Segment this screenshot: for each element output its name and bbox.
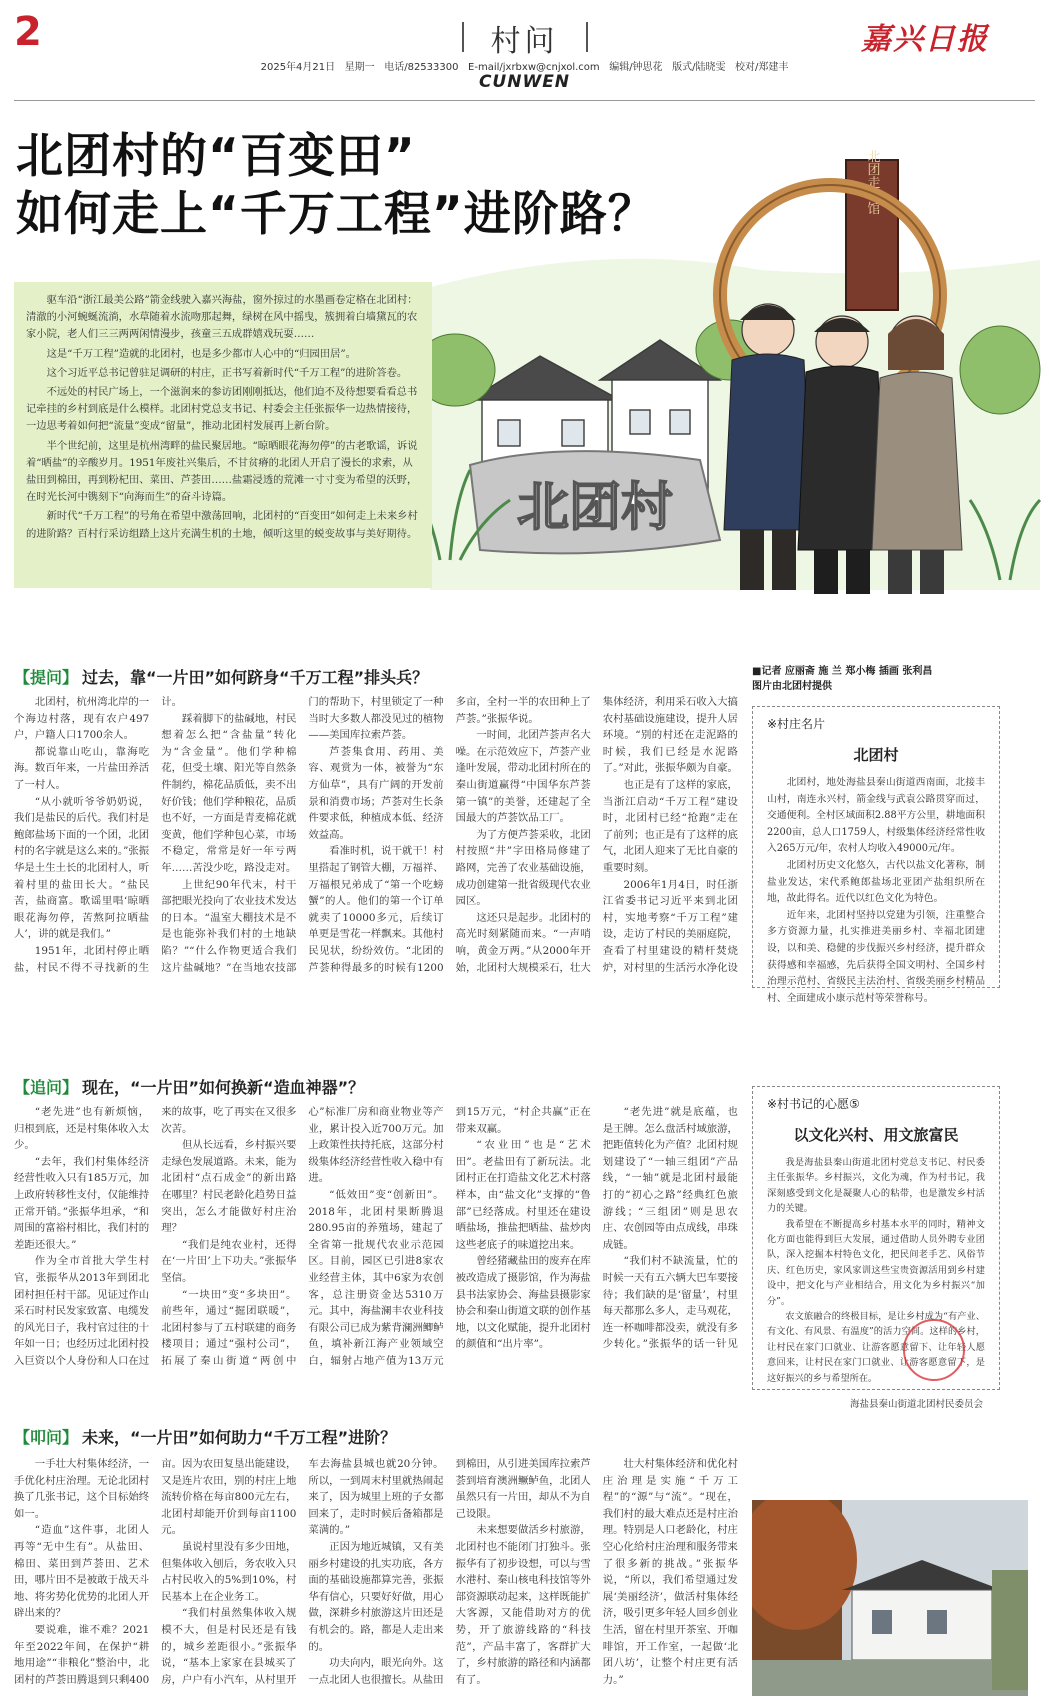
body-paragraph: “造血”这件事，北团人再等“无中生有”。从盐田、棉田、菜田到芦荟田、艺术田，哪片田不是被敢于战天斗地、将劣势化优势的北团人开辟出来的？	[14, 1524, 150, 1620]
body-paragraph: 作为全市首批大学生村官，张振华从2013年到团北团村担任村干部。见证过作山采石时村民发家致富、电缆发的风光日子，我村官过往的十年如一日；也经历过北团村投入巨资以个人身份和人口在过来的故事，吃了再实在又很多次苦。	[14, 1106, 297, 1367]
body-paragraph: 功夫向内，眼光向外。这一点北团人也很擅长。从盐田到棉田，从引进美国库拉索芦荟到培育澳洲鳜鲈鱼，北团人虽然只有一片田，却从不为自己设限。	[308, 1458, 591, 1686]
body-paragraph: 壮大村集体经济和优化村庄治理是实施“千万工程”的“源”与“流”。“现在，我们村的最大难点还是村庄治理。特别是人口老龄化，村庄空心化给村庄治理和服务带来了很多新的挑战。”张振华说，“所以，我们希望通过发展‘美丽经济’，做活村集体经济，吸引更多年轻人回乡创业生活，留在村里开茶室、开咖啡馆，开工作室，一起做‘北团八坊’，让整个村庄更有活力。”	[602, 1458, 738, 1686]
secretary-wish-title: 以文化兴村、用文旅富民	[793, 1126, 959, 1144]
section-1-title: 过去，靠“一片田”如何跻身“千万工程”排头兵？	[82, 667, 429, 687]
village-photo	[752, 1500, 1028, 1696]
body-paragraph: 北团村，杭州湾北岸的一个海边村落，现有农户497户，户籍人口1700余人。	[14, 696, 150, 742]
body-paragraph: 一手壮大村集体经济，一手优化村庄治理。无论北团村换了几张书记，这个目标始终如一。	[14, 1458, 150, 1520]
intro-paragraph: 新时代“千万工程”的号角在希望中激荡回响，北团村的“百变田”如何走上未来乡村的进阶路？百村行采访组踏上这片充满生机的土地，倾听这里的蜕变故事与美好期待。	[26, 510, 418, 540]
secretary-wish-box	[752, 1086, 1000, 1411]
body-paragraph: “一块田”变“多块田”。前些年，通过“掘团联暖”，北团村参与了五村联建的商务楼项目；通过“强村公司”，拓展了秦山街道“两创中心”标准厂房和商业物业等产业，累计投入近700万元。加上政策性扶持托底，这部分村级集体经济经营性收入稳中有进。	[161, 1106, 444, 1367]
wish-paragraph: 农文旅融合的终极目标，是让乡村成为“有产业、有文化、有风景、有温度”的活力空间。这样的乡村，让村民在家门口就业、让游客愿意留下、让年轻人愿意回来，让村民在家门口就业、让游客愿意留下，是这好振兴的乡与希望所在。	[767, 1311, 985, 1384]
section-3-tag: 【叩问】	[14, 1427, 79, 1447]
headline-line-1: 北团村的“百变田”	[16, 129, 416, 184]
intro-paragraph: 半个世纪前，这里是杭州湾畔的盐民聚居地。“晾晒眼花海勿停”的古老歌谣，诉说着“晒盐”的辛酸岁月。1951年废社兴集后，不甘贫瘠的北团人开启了漫长的求索，从盐田到棉田，再到粉杞田、菜田、芦荟田……盐霜浸透的荒滩一寸寸变为希望的沃野，在时光长河中镌刻下“向海而生”的奋斗诗篇。	[26, 439, 418, 504]
intro-paragraph: 不远处的村民广场上，一个滋润来的参访团刚刚抵达，他们迫不及待想要看看总书记牵挂的乡村到底是什么模样。北团村党总支书记、村委会主任张振华一边热情接待，一边思考着如何把“流量”变成“留量”，推动北团村发展再上新台阶。	[26, 386, 418, 433]
section-1-body	[14, 694, 738, 980]
byline	[752, 664, 932, 694]
profile-paragraph: 北团村，地处海盐县秦山街道西南面，北接丰山村，南连永兴村，箭金线与武袁公路贯穿而过，交通便利。全村区域面积2.88平方公里，耕地面积2200亩，总人口1759人，村级集体经济经常性收入265万元/年，农村人均收入49000元/年。	[767, 777, 985, 855]
section-3-body	[14, 1456, 738, 1700]
body-paragraph: 为了方便芦荟采收，北团村按照“井”字田格局修建了路网，完善了农业基础设施，成功创建第一批省级现代农业园区。	[455, 828, 591, 908]
section-1-tag: 【提问】	[14, 667, 79, 687]
headline-line-2: 如何走上“千万工程”进阶路？	[16, 187, 656, 242]
intro-paragraph: 这个习近平总书记曾驻足调研的村庄，正书写着新时代“千万工程”的进阶答卷。	[46, 366, 408, 379]
header-rule	[14, 100, 1035, 101]
section-1-header	[14, 664, 428, 688]
secretary-wish-signature: 海盐县秦山街道北团村民委员会	[849, 1399, 983, 1411]
profile-paragraph: 近年来，北团村坚持以党建为引领，注重整合多方资源力量，扎实推进美丽乡村、幸福北团建设，以和美、稳健的步伐振兴乡村经济，提升群众获得感和幸福感，先后获得全国文明村、全国乡村治理示范村、省级民主法治村、省级美丽乡村精品村、全面建成小康示范村等荣誉称号。	[767, 909, 985, 1004]
village-profile-title: 北团村	[853, 746, 899, 764]
body-paragraph: “我们是纯农业村，还得在‘一片田’上下功夫。”张振华坚信。	[161, 1238, 297, 1284]
section-english-title: CUNWEN	[478, 72, 571, 92]
body-paragraph: 上世纪90年代末，村干部把眼光投向了农业技术发达的日本。“温室大棚技术是不是也能弥补我们村的土地缺陷？”“什么作物更适合我们这片盐碱地？”在当地农技部门的帮助下，村里锁定了一种当时大多数人都没见过的植物——美国库拉索芦荟。	[161, 696, 444, 974]
body-paragraph: 但从长远看，乡村振兴要走绿色发展道路。未来，能为北团村“点石成金”的新出路在哪里？村民老龄化趋势日益突出，怎么才能做好村庄治理？	[161, 1139, 297, 1235]
intro-box	[14, 282, 432, 588]
body-paragraph: 踩着脚下的盐碱地，村民想着怎么把“含盐量”转化为“含金量”。他们学种棉花，但受土壤、阳光等自然条件制约，棉花品质低，卖不出好价钱；他们学种粮花，品质也不好，一方面是青麦棉花就变黄，他们学种包心菜，市场不稳定，常常是好一年亏两年……苦没少吃，路没走对。	[161, 712, 297, 874]
body-paragraph: “从小就听爷爷奶奶说，我们是盐民的后代。我们村是鲍郎盐场下面的一个团，北团村的名字就是这么来的。”张振华是土生土长的北团村人，听着村里的盐田长大。“盐民苦，盐商富。歌谣里唱‘晾晒眼花海勿停，苦熬阿拉晒盐人’，讲的就是我们。”	[14, 795, 150, 941]
headline	[16, 128, 656, 244]
issue-meta: 2025年4月21日 星期一 电话/82533300 E-mail/jxrbxw@cnjxol.com 编辑/钟思花 版式/陆晓雯 校对/郑建丰	[260, 62, 789, 73]
body-paragraph: 2006年1月4日，时任浙江省委书记习近平来到北团村，实地考察“千万工程”建设，走访了村民的美丽庭院，查看了村里建设的精杆焚烧炉，对村里的生活污水净化设	[602, 878, 738, 974]
section-3-title: 未来，“一片田”如何助力“千万工程”进阶？	[82, 1427, 397, 1447]
section-3-header	[14, 1424, 396, 1448]
body-paragraph: 1951年，北团村停止晒盐，村民不得不寻找新的生计。	[14, 696, 182, 974]
section-divider-right	[586, 22, 588, 52]
secretary-wish-kicker: ※村书记的心愿⑤	[767, 1097, 860, 1111]
body-paragraph: “我们村不缺流量，忙的时候一天有五六辆大巴车要接待；我们缺的是‘留量’，村里每天都那么多人，走马观花，连一杯咖啡都没卖，就没有多少转化。”张振华的话一针见	[602, 1255, 738, 1351]
page-number: 2	[14, 9, 42, 55]
body-paragraph: 要说难，谁不难？2021年至2022年间，在保护“耕地用途”“非粮化”整治中，北团村的芦荟田腾退到只剩400亩。因为农田复垦出能建设，又是连片农田，别的村庄上地流转价格在每亩800元左右，北团村却能开价到每亩1100元。	[14, 1458, 297, 1686]
wish-paragraph: 我是海盐县秦山街道北团村党总支书记、村民委主任张振华。乡村振兴，文化为魂，作为村书记，我深刻感受到文化是凝聚人心的粘带，也是激发乡村活力的关键。	[767, 1157, 985, 1215]
body-paragraph: 正因为地近城镇，又有美丽乡村建设的扎实功底，各方面的基础设施都算完善，张振华有信心，只要好好做，用心做，深耕乡村旅游这片田还是有机会的。路，都是人走出来的。	[308, 1540, 444, 1653]
village-stone-sign: 北团村	[516, 478, 674, 538]
body-paragraph: 虽说村里没有多少田地，但集体收入刨后，务农收入只占村民收入的5%到10%，村民基本上在企业务工。	[161, 1540, 297, 1603]
body-paragraph: 一时间，北团芦荟声名大噪。在示范效应下，芦荟产业逢叶发展，带动北团村所在的秦山街道赢得“中国华东芦荟第一镇”的美誉，还建起了全国最大的芦荟饮品工厂。	[455, 729, 591, 825]
section-2-tag: 【追问】	[14, 1077, 79, 1097]
newspaper-logo: 嘉兴日报	[861, 22, 989, 57]
official-seal	[903, 1319, 965, 1381]
body-paragraph: 未来想要做活乡村旅游，北团村也不能闭门打独斗。张振华有了初步设想，可以与雪水港村、秦山核电科技馆等外部资源联动起来，这样既能扩大客源，又能借助对方的优势，开了旅游线路的“科技范”，产品丰富了，客群扩大了，乡村旅游的路径和内涵都有了。	[455, 1524, 591, 1686]
body-paragraph: “去年，我们村集体经济经营性收入只有185万元，加上政府转移性支付，仅能维持正常开销。”张振华坦承，“和周围的富裕村相比，我们村的差距还很大。”	[14, 1155, 150, 1251]
section-name: 村问	[490, 24, 559, 59]
wish-paragraph: 我希望在不断提高乡村基本水平的同时，精神文化方面也能得到巨大发展，通过借助人员外聘专业团队，深入挖掘本村特色文化，把民间老手艺、风俗节庆、红色历史，家风家训这些宝贵资源活用到乡村建设中，把文化与产业相结合，用文化为乡村振兴“加分”。	[767, 1218, 985, 1307]
body-paragraph: “低效田”变“创新田”。2018年，北团村果断腾退280.95亩的养殖场，建起了全省第一批规代农业示范园区。目前，园区已引进8家农业经营主体，其中6家为农创客，总注册资金达5310万元。其中，海盐澜丰农业科技有限公司已成为紫背澜洲鲫鲈鱼，填补新江海产业领域空白，辐射占地产值为13万元到15万元，“村企共赢”正在带来双赢。	[308, 1106, 591, 1367]
body-paragraph: 这还只是起步。北团村的高光时刻紧随而来。“一声哨响，黄金万两。”从2000年开始，北团村大规模采石，壮大集体经济，利用采石收入大搞农村基础设施建设，提升人居环境。“别的村还在走泥路的时候，我们已经是水泥路了。”对此，张振华颇为自豪。	[455, 696, 738, 974]
body-paragraph: “农业田”也是“艺术田”。老盐田有了新玩法。北团村正在打造盐文化艺术村落样本，由“盐文化”支撑的“鲁部”已经落成。村里还在建设晒盐场，推盐把晒盐、盐炒肉这些老底子的味道挖出来。	[455, 1139, 591, 1251]
photo-credit: 图片由北团村提供	[752, 681, 832, 692]
body-paragraph: 曾经猪藏盐田的废弃在库被改造成了摄影馆，作为海盐县书法家协会、海盐县摄影家协会和秦山街道文联的创作基地，以文化赋能，提升北团村的颜值和“出片率”。	[455, 1255, 591, 1351]
village-profile-kicker: ※村庄名片	[767, 717, 826, 731]
section-2-body	[14, 1104, 738, 1384]
body-paragraph: “老先进”就是底蕴，也是王牌。怎么盘活村域旅游，把距值转化为产值？北团村规划建设了“一轴三组团”产品线，“一轴”就是北团村最能打的“初心之路”经典红色旅游线；“三组团”则是思农庄、农创园等由点成线，串珠成链。	[602, 1106, 738, 1251]
body-paragraph: “我们村虽然集体收入规模不大，但是村民还是有钱的，城乡差距很小。”张振华说，“基本上家家在县城买了房，户户有小汽车，从村里开车去海盐县城也就20分钟。所以，一到周末村里就热闹起来了，因为城里上班的子女都回来了，走时时候后备箱都是菜满的。”	[161, 1458, 444, 1686]
section-2-title: 现在，“一片田”如何换新“造血神器”？	[82, 1077, 365, 1097]
section-2-header	[14, 1074, 364, 1098]
gate-sign-text: 北团走心馆	[864, 149, 880, 215]
intro-paragraph: 这是“千万工程”造就的北团村，也是多少都市人心中的“归园田居”。	[46, 347, 356, 360]
body-paragraph: “老先进”也有新烦恼，归根到底，还是村集体收入太少。	[14, 1106, 150, 1152]
body-paragraph: 也正是有了这样的家底，当浙江启动“千万工程”建设时，北团村已经“抢跑”走在了前列；也正是有了这样的底气，北团人迎来了无比自豪的重要时刻。	[602, 778, 738, 874]
body-paragraph: 看准时机，说干就干！村里搭起了钢管大棚，万福祥、万福根兄弟成了“第一个吃螃蟹”的人。他们的第一个订单就卖了10000多元，后续订单更是雪花一样飘来。其他村民见状，纷纷效仿。“北团的芦荟种得最多的时候有1200多亩，全村一半的农田种上了芦荟。”张振华说。	[308, 696, 591, 974]
reporters: ■记者 应丽斋 施 兰 郑小梅 插画 张利昌	[752, 666, 933, 677]
body-paragraph: 都说靠山吃山，靠海吃海。数百年来，一片盐田养活了一村人。	[14, 745, 150, 791]
intro-paragraph: 驱车沿“浙江最美公路”箭金线驶入嘉兴海盐，窗外掠过的水墨画卷定格在北团村：清澈的小河蜿蜒流淌，水草随着水流吻那起舞，绿树在风中摇曳，簇拥着白墙黛瓦的农家小院，老人们三三两两闲情漫步，孩童三五成群嬉戏玩耍……	[26, 294, 418, 341]
village-profile-box	[752, 706, 1000, 1004]
body-paragraph: 芦荟集食用、药用、美容、观赏为一体，被誉为“东方仙草”，具有广阔的开发前景和消费市场；芦荟对生长条件要求低，种植成本低、经济效益高。	[308, 745, 444, 841]
profile-paragraph: 北团村历史文化悠久，古代以盐文化著称，制盐业发达，宋代系鲍郎盐场北亚团产盐组织所在地，故此得名。近代以红色文化为特色。	[767, 859, 985, 905]
village-profile-body	[753, 765, 999, 1017]
